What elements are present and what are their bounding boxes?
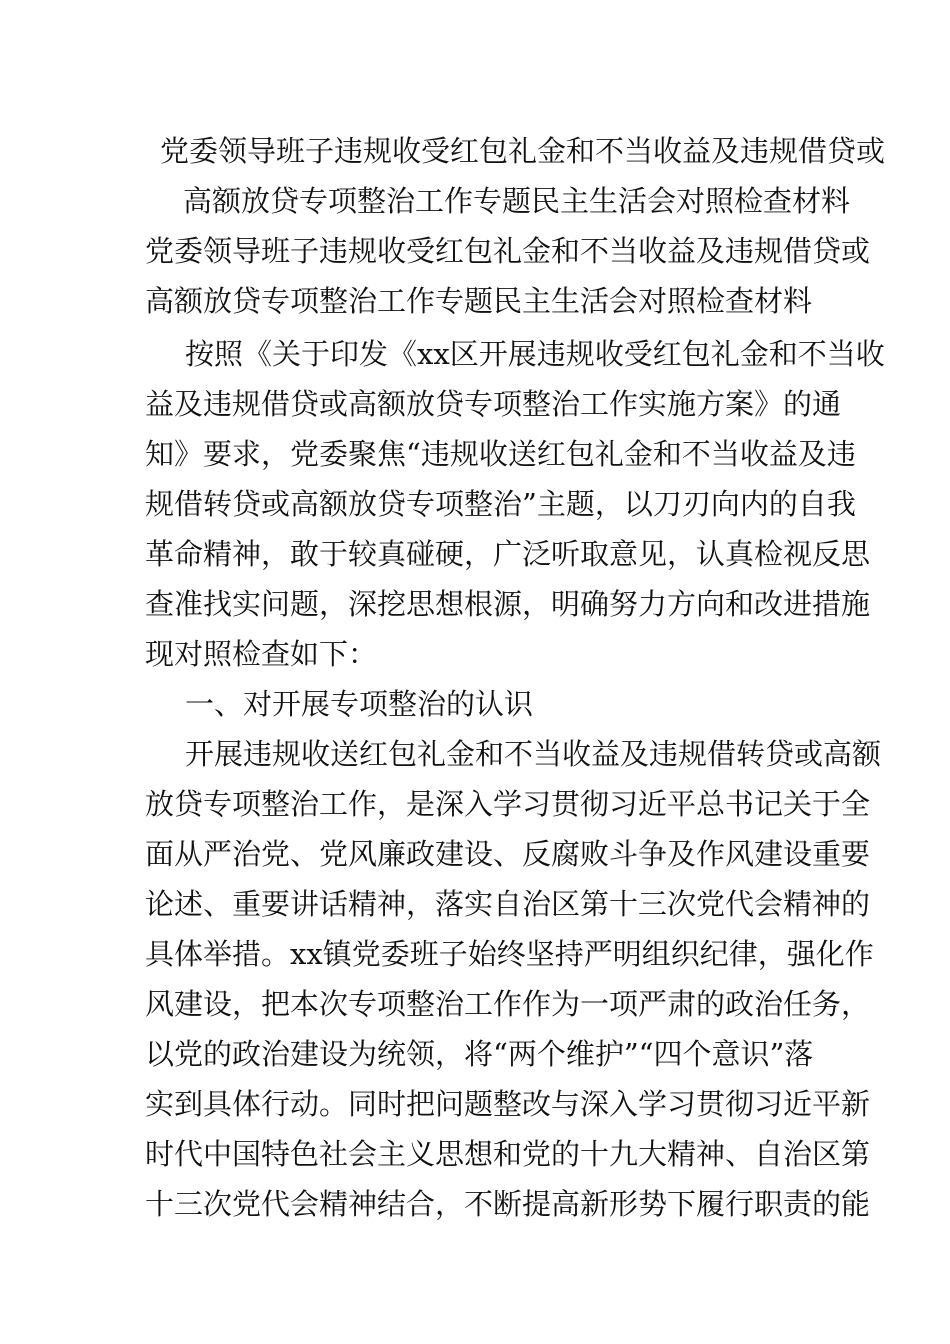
intro-line-4: 规借转贷或高额放贷专项整治”主题，以刀刃向内的自我 xyxy=(145,487,856,521)
body-line-5: 具体举措。xx镇党委班子始终坚持严明组织纪律，强化作 xyxy=(145,937,874,971)
intro-line-7: 现对照检查如下： xyxy=(145,637,378,671)
intro-line-5: 革命精神，敢于较真碰硬，广泛听取意见，认真检视反思 xyxy=(145,537,871,571)
body-line-4: 论述、重要讲话精神，落实自治区第十三次党代会精神的 xyxy=(145,887,871,921)
title-line-2: 高额放贷专项整治工作专题民主生活会对照检查材料 xyxy=(183,184,851,218)
intro-line-3: 知》要求，党委聚焦“违规收送红包礼金和不当收益及违 xyxy=(145,437,856,471)
intro-line-6: 查准找实问题，深挖思想根源，明确努力方向和改进措施 xyxy=(145,587,871,621)
subtitle-line-2: 高额放贷专项整治工作专题民主生活会对照检查材料 xyxy=(145,284,813,318)
body-line-1: 开展违规收送红包礼金和不当收益及违规借转贷或高额 xyxy=(185,737,882,771)
body-line-6: 风建设，把本次专项整治工作作为一项严肃的政治任务， xyxy=(145,987,871,1021)
body-line-2: 放贷专项整治工作，是深入学习贯彻习近平总书记关于全 xyxy=(145,787,871,821)
body-line-8: 实到具体行动。同时把问题整改与深入学习贯彻习近平新 xyxy=(145,1087,871,1121)
body-line-3: 面从严治党、党风廉政建设、反腐败斗争及作风建设重要 xyxy=(145,837,871,871)
section-heading: 一、对开展专项整治的认识 xyxy=(185,687,534,721)
body-line-7: 以党的政治建设为统领，将“两个维护”“四个意识”落 xyxy=(145,1037,814,1071)
intro-line-2: 益及违规借贷或高额放贷专项整治工作实施方案》的通 xyxy=(145,387,842,421)
body-line-10: 十三次党代会精神结合，不断提高新形势下履行职责的能 xyxy=(145,1187,871,1221)
intro-line-1: 按照《关于印发《xx区开展违规收受红包礼金和不当收 xyxy=(185,337,885,371)
title-line-1: 党委领导班子违规收受红包礼金和不当收益及违规借贷或 xyxy=(160,134,886,168)
subtitle-line-1: 党委领导班子违规收受红包礼金和不当收益及违规借贷或 xyxy=(145,234,871,268)
body-line-9: 时代中国特色社会主义思想和党的十九大精神、自治区第 xyxy=(145,1137,871,1171)
